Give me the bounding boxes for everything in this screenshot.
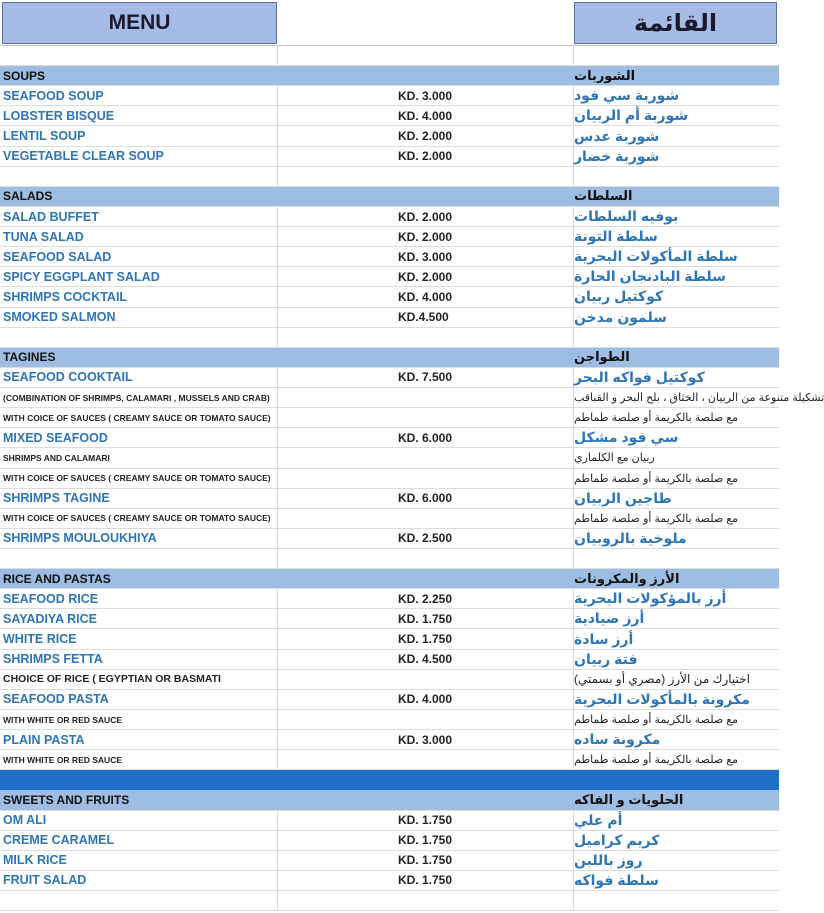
- item-name-en: MIXED SEAFOOD: [3, 430, 108, 445]
- item-note-en: SHRIMPS AND CALAMARI: [3, 452, 110, 463]
- item-note-en: WITH COICE OF SAUCES ( CREAMY SAUCE OR TOMATO SAUCE): [3, 513, 271, 524]
- item-name-ar: سلمون مدخن: [574, 308, 667, 325]
- item-price: KD. 1.750: [398, 873, 453, 888]
- item-note-row: [0, 388, 824, 408]
- item-price: KD.4.500: [398, 310, 449, 325]
- menu-item-row: [0, 428, 779, 448]
- item-price: KD. 4.000: [398, 108, 453, 123]
- item-price: KD. 3.000: [398, 732, 453, 747]
- item-name-en: PLAIN PASTA: [3, 732, 85, 747]
- item-price: KD. 2.000: [398, 149, 453, 164]
- menu-item-row: [0, 207, 779, 227]
- item-name-ar: بوفيه السلطات: [574, 208, 679, 224]
- item-price: KD. 6.000: [398, 430, 453, 445]
- item-note-row: [0, 670, 779, 690]
- item-note-ar: ربيان مع الكلماري: [574, 452, 655, 465]
- item-name-en: SPICY EGGPLANT SALAD: [3, 269, 160, 284]
- menu-item-row: [0, 811, 779, 831]
- menu-item-row: [0, 589, 779, 609]
- item-name-en: SHRIMPS COCKTAIL: [3, 289, 128, 304]
- item-price: KD. 1.750: [398, 853, 453, 868]
- category-name-en: SALADS: [3, 189, 53, 204]
- category-row: [0, 790, 779, 810]
- menu-item-row: [0, 227, 779, 247]
- menu-item-row: [0, 247, 779, 267]
- blank-row: [0, 167, 779, 187]
- item-name-en: SALAD BUFFET: [3, 209, 99, 224]
- item-price: KD. 2.250: [398, 591, 453, 606]
- item-price: KD. 6.000: [398, 491, 453, 506]
- category-name-en: TAGINES: [3, 350, 56, 365]
- category-name-en: SWEETS AND FRUITS: [3, 792, 130, 807]
- item-price: KD. 2.000: [398, 209, 453, 224]
- item-note-ar: مع صلصة بالكريمة أو صلصة طماطم: [574, 412, 739, 425]
- menu-title-en: MENU: [2, 2, 277, 44]
- menu-item-row: [0, 609, 779, 629]
- item-name-ar: شوربة سي فود: [574, 87, 680, 104]
- item-note-ar: مع صلصة بالكريمة أو صلصة طماطم: [574, 754, 739, 767]
- menu-item-row: [0, 690, 779, 710]
- category-name-ar: الشوربات: [574, 67, 636, 83]
- item-name-en: SEAFOOD COOKTAIL: [3, 370, 133, 385]
- item-price: KD. 2.000: [398, 269, 453, 284]
- category-name-en: RICE AND PASTAS: [3, 571, 111, 586]
- item-name-ar: روز باللبن: [574, 851, 643, 868]
- item-name-en: WHITE RICE: [3, 632, 77, 647]
- item-note-row: [0, 448, 779, 468]
- item-name-ar: كوكتيل ربيان: [574, 288, 664, 305]
- item-name-ar: كوكتيل فواكه البحر: [574, 368, 705, 385]
- item-price: KD. 1.750: [398, 611, 453, 626]
- blank-row: [0, 891, 779, 911]
- menu-item-row: [0, 851, 779, 871]
- item-name-en: SEAFOOD RICE: [3, 591, 99, 606]
- category-name-en: SOUPS: [3, 68, 46, 83]
- category-name-ar: الطواجن: [574, 349, 630, 365]
- menu-item-row: [0, 730, 779, 750]
- item-name-ar: أرز صيادية: [574, 610, 645, 627]
- item-note-row: [0, 710, 779, 730]
- item-note-ar: مع صلصة بالكريمة أو صلصة طماطم: [574, 714, 739, 726]
- item-price: KD. 7.500: [398, 370, 453, 385]
- item-name-en: FRUIT SALAD: [3, 873, 87, 888]
- item-name-ar: سلطة البادنجان الحارة: [574, 268, 726, 285]
- item-name-en: SEAFOOD SALAD: [3, 249, 112, 264]
- item-name-en: LENTIL SOUP: [3, 129, 86, 144]
- menu-item-row: [0, 287, 779, 307]
- item-price: KD. 4.500: [398, 652, 453, 667]
- menu-item-row: [0, 368, 779, 388]
- item-name-ar: شوربة خضار: [574, 147, 660, 164]
- item-note-ar: تشكيلة متنوعة من الربيان ، الخثاق ، بلح البحر و القباقب: [574, 392, 824, 405]
- menu-item-row: [0, 147, 779, 167]
- menu-item-row: [0, 489, 779, 509]
- blank-row: [0, 549, 779, 569]
- item-price: KD. 1.750: [398, 813, 453, 828]
- category-row: [0, 569, 779, 589]
- item-name-en: SHRIMPS TAGINE: [3, 491, 110, 506]
- item-name-en: SAYADIYA RICE: [3, 611, 98, 626]
- item-price: KD. 3.000: [398, 249, 453, 264]
- item-name-en: CREME CARAMEL: [3, 833, 115, 848]
- item-name-en: SHRIMPS FETTA: [3, 652, 103, 667]
- item-name-ar: مكرونة ساده: [574, 731, 661, 748]
- item-note-row: [0, 408, 779, 428]
- menu-item-row: [0, 86, 779, 106]
- item-name-en: TUNA SALAD: [3, 229, 84, 244]
- item-name-en: VEGETABLE CLEAR SOUP: [3, 149, 164, 164]
- item-name-ar: أرز سادة: [574, 630, 634, 647]
- category-name-ar: الحلويات و الفاكه: [574, 791, 684, 807]
- item-name-ar: أم علي: [574, 811, 623, 828]
- item-note-en: WITH COICE OF SAUCES ( CREAMY SAUCE OR TOMATO SAUCE): [3, 412, 271, 423]
- item-price: KD. 2.000: [398, 229, 453, 244]
- menu-header: [0, 0, 779, 46]
- item-name-ar: سلطة التونة: [574, 228, 658, 245]
- item-name-ar: طاجين الربيان: [574, 489, 672, 506]
- item-name-en: SEAFOOD PASTA: [3, 692, 109, 707]
- section-divider: [0, 770, 779, 790]
- item-price: KD. 1.750: [398, 632, 453, 647]
- category-row: [0, 66, 779, 86]
- item-note-ar: مع صلصة بالكريمة أو صلصة طماطم: [574, 512, 739, 525]
- menu-item-row: [0, 629, 779, 649]
- item-price: KD. 2.000: [398, 129, 453, 144]
- item-name-en: OM ALI: [3, 813, 47, 828]
- item-name-ar: شوربة أم الربيان: [574, 107, 689, 124]
- item-price: KD. 3.000: [398, 88, 453, 103]
- category-row: [0, 348, 779, 368]
- item-name-ar: سي فود مشكل: [574, 429, 679, 446]
- item-note-en: WITH WHITE OR RED SAUCE: [3, 714, 122, 725]
- menu-title-ar: القائمة: [574, 2, 777, 44]
- menu-item-row: [0, 831, 779, 851]
- item-price: KD. 2.500: [398, 531, 453, 546]
- item-name-ar: شوربة عدس: [574, 127, 660, 144]
- item-note-ar: اختيارك من الأرز (مصري أو بسمتي): [574, 672, 750, 687]
- item-price: KD. 4.000: [398, 289, 453, 304]
- item-note-en: WITH WHITE OR RED SAUCE: [3, 754, 122, 765]
- item-name-en: SHRIMPS MOULOUKHIYA: [3, 531, 157, 546]
- blank-row: [0, 46, 779, 66]
- menu-item-row: [0, 267, 779, 287]
- item-note-row: [0, 750, 779, 770]
- menu-item-row: [0, 106, 779, 126]
- item-name-ar: أرز بالمؤكولات البحرية: [574, 590, 727, 607]
- item-name-en: SEAFOOD SOUP: [3, 88, 104, 103]
- item-name-en: MILK RICE: [3, 853, 67, 868]
- item-name-ar: كريم كراميل: [574, 831, 660, 848]
- item-name-ar: ملوخية بالروبيان: [574, 529, 687, 546]
- item-name-en: LOBSTER BISQUE: [3, 108, 115, 123]
- item-name-ar: مكرونة بالمأكولات البحرية: [574, 690, 750, 707]
- item-note-row: [0, 469, 779, 489]
- menu-item-row: [0, 529, 779, 549]
- item-price: KD. 4.000: [398, 692, 453, 707]
- item-note-ar: مع صلصة بالكريمة أو صلصة طماطم: [574, 472, 739, 485]
- item-price: KD. 1.750: [398, 833, 453, 848]
- category-row: [0, 187, 779, 207]
- category-name-ar: الأرز والمكرونات: [574, 570, 680, 586]
- item-note-en: (COMBINATION OF SHRIMPS, CALAMARI , MUSSELS AND CRAB): [3, 392, 270, 403]
- menu-item-row: [0, 871, 779, 891]
- item-name-ar: سلطة فواكه: [574, 871, 659, 888]
- item-name-ar: فتة ربيان: [574, 650, 638, 667]
- item-name-en: SMOKED SALMON: [3, 310, 116, 325]
- item-note-en: WITH COICE OF SAUCES ( CREAMY SAUCE OR TOMATO SAUCE): [3, 473, 271, 484]
- menu-item-row: [0, 308, 779, 328]
- menu-item-row: [0, 650, 779, 670]
- category-name-ar: السلطات: [574, 188, 633, 204]
- item-note-en: CHOICE OF RICE ( EGYPTIAN OR BASMATI: [3, 673, 221, 686]
- item-name-ar: سلطة المأكولات البحرية: [574, 248, 738, 265]
- menu-item-row: [0, 126, 779, 146]
- blank-row: [0, 328, 779, 348]
- item-note-row: [0, 509, 779, 529]
